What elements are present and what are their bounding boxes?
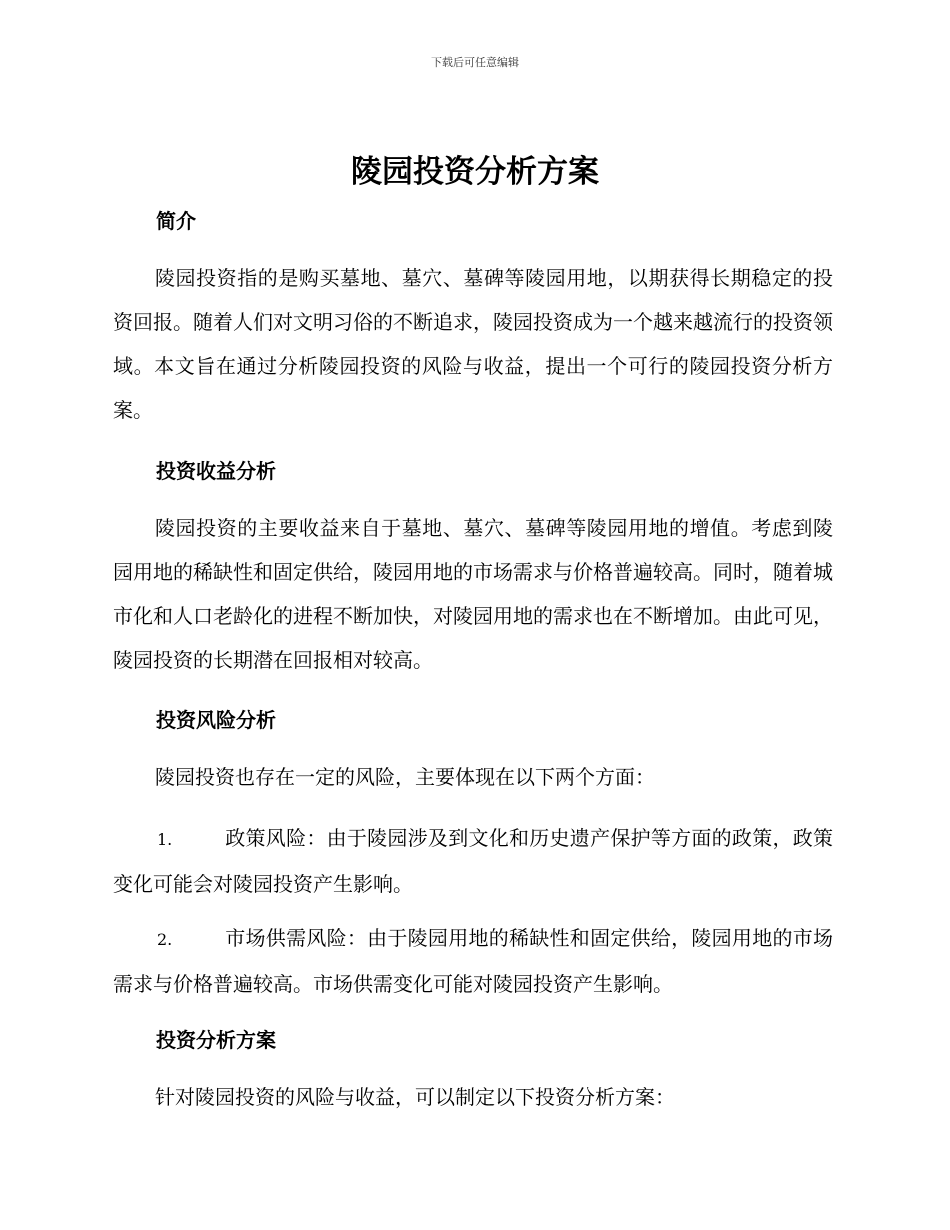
page-title: 陵园投资分析方案 (351, 154, 599, 190)
list-item (113, 816, 833, 906)
list-number: 2. (157, 930, 173, 949)
risks-paragraph: 陵园投资也存在一定的风险，主要体现在以下两个方面： (155, 765, 655, 789)
plan-paragraph: 针对陵园投资的风险与收益，可以制定以下投资分析方案： (155, 1085, 675, 1109)
list-number: 1. (157, 830, 173, 849)
header-note: 下载后可任意编辑 (431, 56, 519, 69)
list-text: 政策风险：由于陵园涉及到文化和历史遗产保护等方面的政策，政策变化可能会对陵园投资产生影响。 (113, 826, 833, 896)
list-item (113, 916, 833, 1006)
intro-paragraph: 陵园投资指的是购买墓地、墓穴、墓碑等陵园用地，以期获得长期稳定的投资回报。随着人们对文明习俗的不断追求，陵园投资成为一个越来越流行的投资领域。本文旨在通过分析陵园投资的风险与收益，提出一个可行的陵园投资分析方案。 (113, 266, 833, 422)
section-heading-plan: 投资分析方案 (156, 1028, 276, 1052)
section-heading-risks: 投资风险分析 (156, 708, 276, 732)
list-text: 市场供需风险：由于陵园用地的稀缺性和固定供给，陵园用地的市场需求与价格普遍较高。市场供需变化可能对陵园投资产生影响。 (113, 926, 833, 996)
section-heading-returns: 投资收益分析 (156, 459, 276, 483)
returns-paragraph: 陵园投资的主要收益来自于墓地、墓穴、墓碑等陵园用地的增值。考虑到陵园用地的稀缺性和固定供给，陵园用地的市场需求与价格普遍较高。同时，随着城市化和人口老龄化的进程不断加快，对陵园用地的需求也在不断增加。由此可见，陵园投资的长期潜在回报相对较高。 (113, 516, 833, 672)
section-heading-intro: 简介 (156, 209, 196, 233)
